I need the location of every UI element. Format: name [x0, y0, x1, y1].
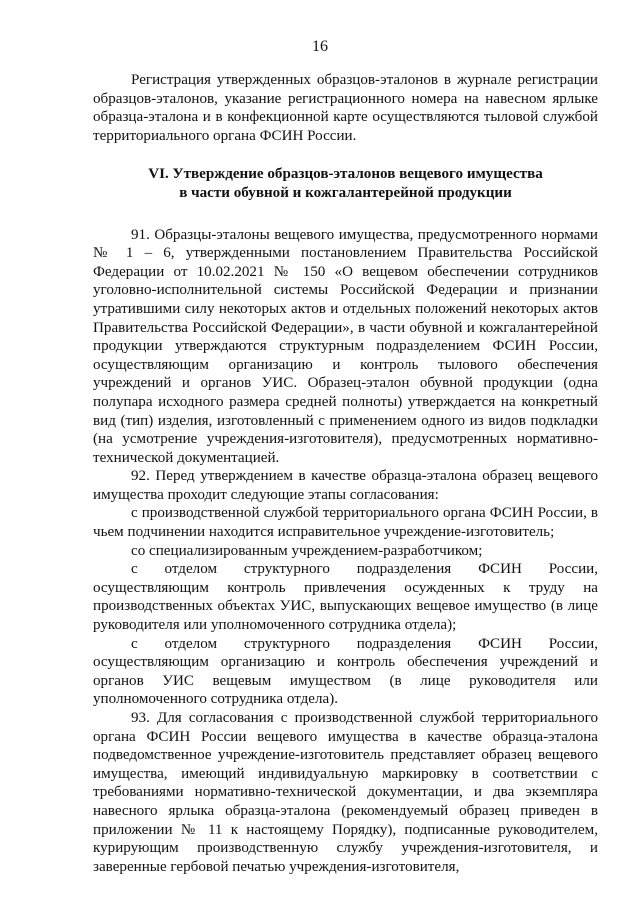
list-item-production-service: с производственной службой территориального органа ФСИН России, в чьем подчинении находится исправительное учреждение-изготовитель; [93, 505, 598, 541]
section-heading-line-2: в части обувной и кожгалантерейной продукции [179, 184, 512, 201]
intro-paragraph: Регистрация утвержденных образцов-эталонов в журнале регистрации образцов-эталонов, указание регистрационного номера на навесном ярлыке образца-эталона и в конфекционной карте осуществляются тыловой службой территориального органа ФСИН России. [93, 72, 598, 144]
list-item-supply-department: с отделом структурного подразделения ФСИН России, осуществляющим организацию и контроль обеспечения учреждений и органов УИС вещевым имуществом (в лице руководителя или уполномоченного сотрудника отдела). [93, 635, 598, 708]
page-number: 16 [312, 38, 328, 55]
section-heading [93, 165, 598, 202]
paragraph-93: 93. Для согласования с производственной службой территориального органа ФСИН России вещевого имущества в качестве образца-эталона подведомственное учреждение-изготовитель представляет образец вещевого имущества, имеющий индивидуальную маркировку в соответствии с требованиями нормативно-технической документации, и два экземпляра навесного ярлыка образца-эталона (рекомендуемый образец приведен в приложении № 11 к настоящему Порядку), подписанные руководителем, курирующим производственную службу учреждения-изготовителя, и заверенные гербовой печатью учреждения-изготовителя, [93, 710, 598, 875]
paragraph-91: 91. Образцы-эталоны вещевого имущества, предусмотренного нормами № 1 – 6, утвержденными постановлением Правительства Российской Федерации от 10.02.2021 № 150 «О вещевом обеспечении сотрудников уголовно-исполнительной системы Российской Федерации и признании утратившими силу некоторых актов и отдельных положений некоторых актов Правительства Российской Федерации», в части обувной и кожгалантерейной продукции утверждаются структурным подразделением ФСИН России, осуществляющим организацию и контроль тылового обеспечения учреждений и органов УИС. Образец-эталон обувной продукции (одна полупара исходного размера средней полноты) утверждается на конкретный вид (тип) изделия, изготовленный с применением одного из видов подкладки (на усмотрение учреждения-изготовителя), предусмотренных нормативно-технической документацией. [93, 226, 598, 466]
paragraph-92: 92. Перед утверждением в качестве образца-эталона образец вещевого имущества проходит следующие этапы согласования: [93, 468, 598, 503]
section-heading-line-1: VI. Утверждение образцов-эталонов вещевого имущества [148, 166, 543, 183]
document-body [93, 71, 598, 876]
list-item-developer: со специализированным учреждением-разработчиком; [131, 542, 483, 559]
list-item-labor-control-department: с отделом структурного подразделения ФСИН России, осуществляющим контроль привлечения осужденных к труду на производственных объектах УИС, выпускающих вещевое имущество (в лице руководителя или уполномоченного сотрудника отдела); [93, 561, 598, 634]
